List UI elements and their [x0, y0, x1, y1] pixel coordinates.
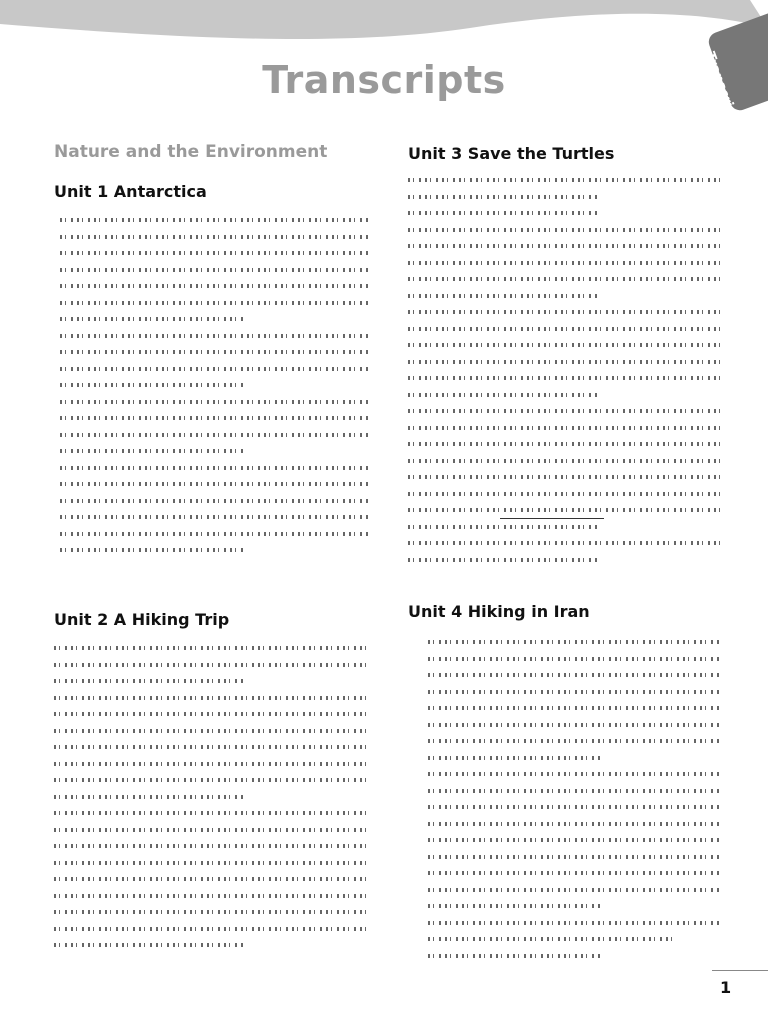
unit-3-heading: Unit 3 Save the Turtles	[408, 144, 615, 163]
unit-2-heading: Unit 2 A Hiking Trip	[54, 610, 230, 629]
side-tab-label: Transcripts	[701, 50, 744, 132]
page-number: 1	[720, 978, 732, 997]
unit-1-heading: Unit 1 Antarctica	[54, 182, 207, 201]
unit-2-transcript-illegible	[54, 638, 370, 952]
unit-1-transcript-illegible	[60, 210, 370, 557]
unit-3-transcript-illegible	[408, 170, 724, 566]
unit-4-heading: Unit 4 Hiking in Iran	[408, 602, 590, 621]
header-wave	[0, 0, 768, 60]
underline-mark	[500, 518, 604, 519]
unit-4-transcript-illegible	[428, 632, 720, 962]
page-title: Transcripts	[262, 58, 506, 102]
section-title: Nature and the Environment	[54, 142, 328, 162]
page-number-rule	[712, 970, 768, 971]
